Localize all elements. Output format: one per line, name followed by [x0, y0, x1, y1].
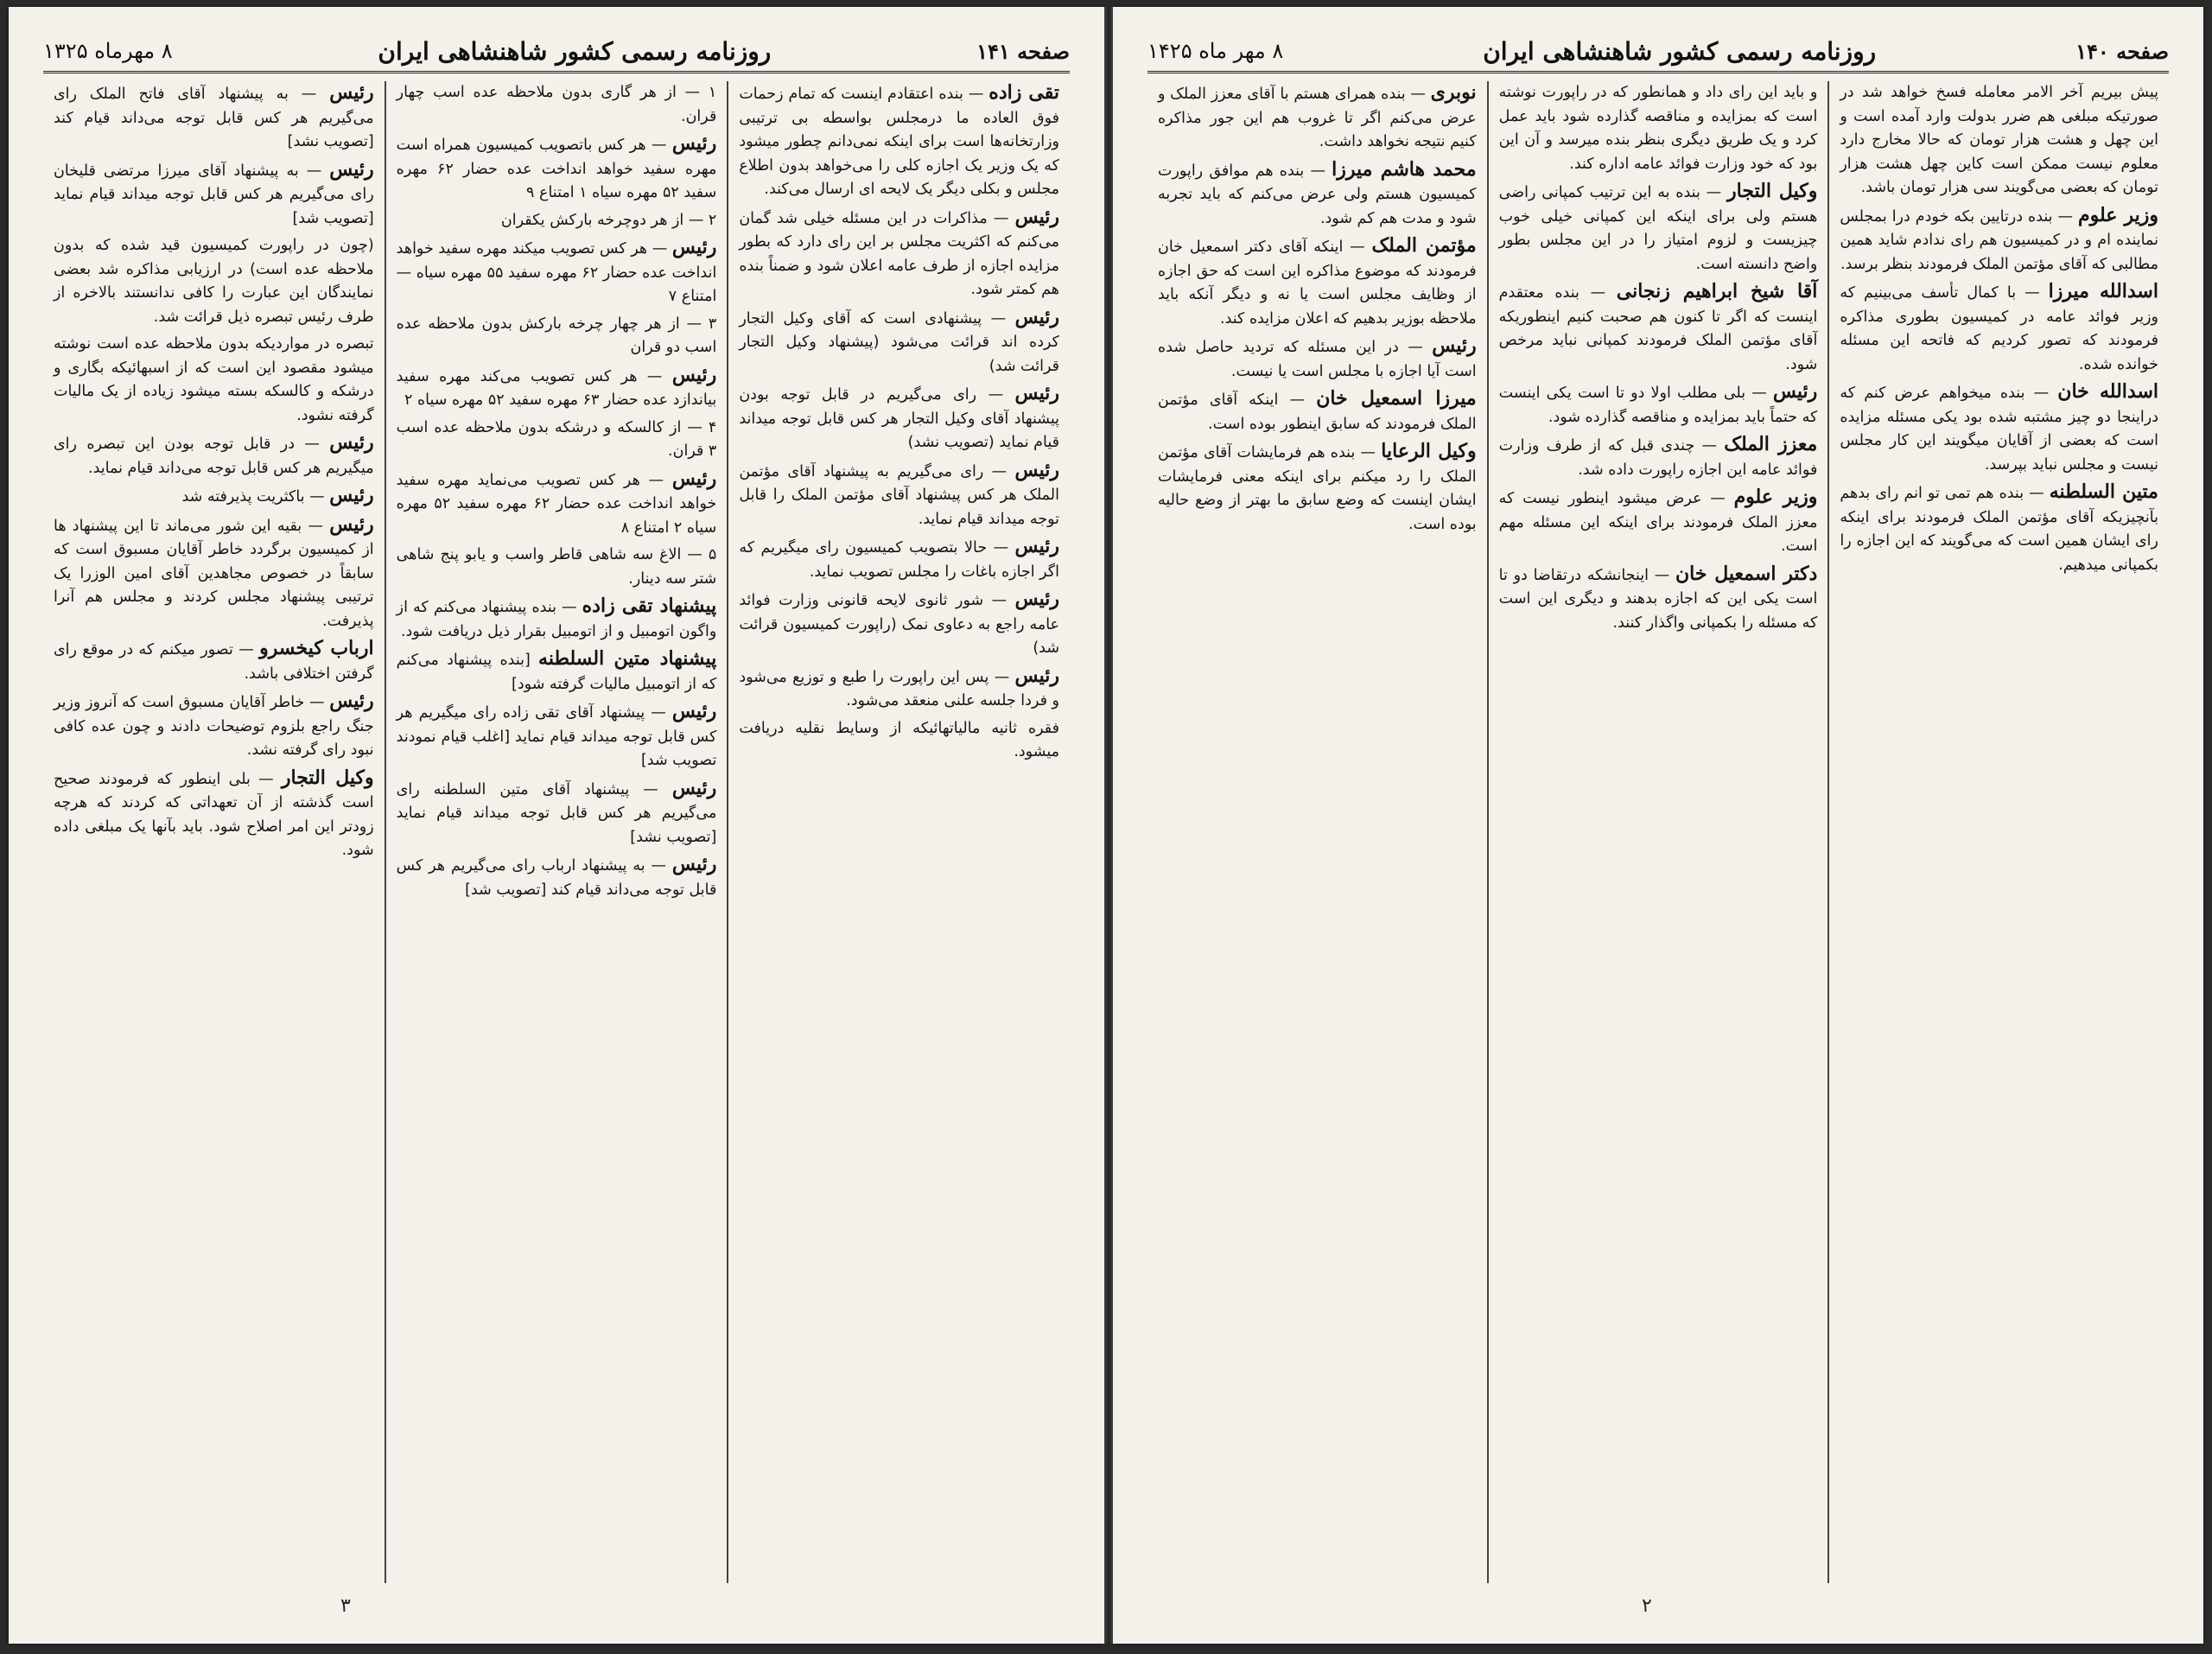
speaker-name: رئیس — [329, 484, 374, 506]
speech-text: — با کمال تأسف می‌بینیم که وزیر فوائد عامه در کمیسیون بطوری مذاکره فرمودند که تصور کردیم که فاتحه این مسئله خوانده شده. — [1840, 284, 2158, 373]
speaker-name: رئیس — [329, 81, 374, 104]
speaker-name: رئیس — [1014, 205, 1059, 228]
right-page-footer — [1113, 1595, 2203, 1621]
speech-paragraph — [1158, 81, 1477, 155]
speaker-name: رئیس — [671, 236, 717, 258]
speech-text: — بنده اعتقادم اینست که تمام زحمات فوق العاده ما درمجلس بواسطه بی ترتیبی وزارتخانه‌ها است برای اینکه نمی‌دانم چطور میشود که یک وزیر یک اجازه کلی را می‌خواهد بدون اطلاع مجلس و بکلی دیگر یک لایحه ای ارسال می‌کند. — [739, 86, 1059, 198]
left-page-header — [43, 31, 1070, 73]
speech-paragraph — [54, 431, 374, 480]
left-page-column-1 — [727, 81, 1070, 1583]
speech-text: — هر کس تصویب میکند مهره سفید خواهد انداخت عده حضار ۶۲ مهره سفید ۵۵ مهره سیاه — امتناع ۷ — [396, 240, 717, 305]
speech-paragraph — [739, 206, 1059, 302]
speaker-name: رئیس — [329, 431, 374, 454]
speech-paragraph — [54, 767, 374, 863]
speech-paragraph — [1158, 387, 1477, 436]
right-issue-date: ۸ مهر ماه ۱۴۲۵ — [1147, 39, 1284, 63]
right-page — [1113, 7, 2203, 1644]
speaker-name: رئیس — [1432, 334, 1477, 357]
speech-text: و باید این رای داد و همانطور که در راپورت نوشته است که بمزایده و مناقصه گذارده شود باید عمل کرد و یک طریق دیگری بنظر بنده میرسد و آن این بود که خود وزارت فوائد عامه اداره کند. — [1498, 84, 1818, 173]
speaker-name: وزیر علوم — [1733, 486, 1818, 508]
speech-paragraph — [397, 313, 717, 360]
speech-text: — رای می‌گیریم به پیشنهاد آقای مؤتمن الملک هر کس پیشنهاد آقای مؤتمن الملک را قابل توجه میداند قیام نماید. — [739, 462, 1059, 528]
speech-paragraph — [739, 588, 1059, 661]
speech-text: — اینکه آقای مؤتمن الملک فرمودند که سابق اینطور بوده است. — [1157, 391, 1477, 433]
speech-text: — بقیه این شور می‌ماند تا این پیشنهاد ها از کمیسیون برگردد خاطر آقایان مسبوق است که سابقاً در خصوص مجاهدین آقای امین الوزرا یک ترتیبی پیشنهاد مجلس کردند و مجلس هم آنرا پذیرفت. — [53, 517, 374, 630]
speaker-name: رئیس — [671, 363, 717, 386]
speech-paragraph — [1840, 204, 2158, 277]
speech-text: — هر کس باتصویب کمیسیون همراه است مهره سفید خواهد انداخت عده حضار ۶۲ مهره سفید ۵۲ مهره سیاه ۱ امتناع ۹ — [396, 137, 717, 201]
speech-paragraph — [1499, 380, 1818, 429]
speaker-name: رئیس — [671, 700, 717, 722]
speech-text: ۱ — از هر گاری بدون ملاحظه عده اسب چهار قران. — [396, 84, 717, 125]
speech-paragraph — [1499, 180, 1818, 277]
speech-paragraph — [1840, 480, 2158, 577]
left-page-footer — [9, 1595, 1104, 1621]
speech-text: — شور ثانوی لایحه قانونی وزارت فوائد عامه راجع به دعاوی نمک (راپورت کمیسیون قرائت شد) — [739, 592, 1059, 657]
speech-paragraph — [54, 234, 374, 329]
speech-paragraph — [1499, 563, 1818, 636]
speech-paragraph — [739, 382, 1059, 455]
speaker-name: مؤتمن الملک — [1371, 234, 1477, 257]
speaker-name: آقا شیخ ابراهیم زنجانی — [1616, 280, 1818, 302]
speech-text: — مذاکرات در این مسئله خیلی شد گمان می‌کنم که اکثریت مجلس بر این رای دارد که بطور مزایده اجازه از طرف عامه اعلان شود و ضمناً بنده هم کمتر شود. — [739, 209, 1059, 298]
speech-text: فقره ثانیه مالیاتهائیکه از وسایط نقلیه دریافت میشود. — [739, 719, 1059, 760]
speech-paragraph — [1158, 440, 1477, 537]
speech-paragraph — [397, 209, 717, 233]
speech-paragraph — [54, 513, 374, 634]
speech-text: — هر کس تصویب می‌نماید مهره سفید خواهد انداخت عده حضار ۶۲ مهره سفید ۵۲ مهره سیاه ۲ امتناع ۸ — [396, 471, 717, 537]
speech-paragraph — [1499, 486, 1818, 559]
speech-paragraph — [739, 717, 1059, 765]
speech-text: — عرض میشود اینطور نیست که معزز الملک فرمودند برای اینکه این مسئله مهم است. — [1498, 490, 1818, 555]
left-page-column-2 — [385, 81, 728, 1583]
speaker-name: وکیل الرعایا — [1381, 440, 1477, 462]
speech-text: — حالا بتصویب کمیسیون رای میگیریم که اگر اجازه باغات را مجلس تصویب نماید. — [739, 539, 1059, 581]
speech-text: — بنده میخواهم عرض کنم که دراینجا دو چیز مشتبه شده بود یکی مسئله مزایده است که بعضی از آقایان میگویند این کار مجلس نیست و مجلس نباید بپرسد. — [1840, 385, 2158, 474]
left-newspaper-title: روزنامه رسمی کشور شاهنشاهی ایران — [378, 36, 772, 66]
speech-paragraph — [739, 306, 1059, 379]
speech-text: — چندی قبل که از طرف وزارت فوائد عامه این اجازه راپورت داده شد. — [1498, 437, 1818, 479]
speech-text: — رای می‌گیریم در قابل توجه بودن پیشنهاد آقای وکیل التجار هر کس قابل توجه میداند قیام نماید (تصویب نشد) — [739, 386, 1059, 451]
speech-paragraph — [739, 459, 1059, 532]
speech-paragraph — [739, 81, 1059, 202]
speaker-name: اسدالله خان — [2057, 380, 2158, 403]
speaker-name: رئیس — [1772, 380, 1818, 403]
speaker-name: رئیس — [1014, 588, 1059, 610]
speech-paragraph — [1840, 81, 2158, 200]
speech-text: — بنده همرای هستم با آقای معزز الملک و عرض می‌کنم اگر تا غروب هم این جور مذاکره کنیم نتیجه نخواهد داشت. — [1157, 86, 1477, 150]
speech-text: — اینجانشکه درتقاضا دو تا است یکی این که اجازه بدهند و دیگری این است که مسئله را بکمپانی واگذار کنند. — [1498, 566, 1818, 632]
speech-text: — تصور میکنم که در موقع رای گرفتن اختلافی باشد. — [53, 641, 374, 683]
speech-text: — در قابل توجه بودن این تبصره رای میگیریم هر کس قابل توجه می‌داند قیام نماید. — [53, 436, 374, 477]
speaker-name: رئیس — [329, 157, 374, 181]
left-page — [9, 7, 1104, 1644]
speech-paragraph — [1158, 234, 1477, 331]
speaker-name: رئیس — [671, 467, 717, 490]
speech-text: — پیشنهاد آقای متین السلطنه رای می‌گیریم هر کس قابل توجه میداند قیام نماید [تصویب نشد] — [396, 780, 717, 846]
speech-text: — به پیشنهاد آقای فاتح الملک رای می‌گیریم هر کس قابل توجه می‌داند قیام کند [تصویب نشد] — [53, 86, 374, 150]
right-page-column-1 — [1827, 81, 2169, 1583]
speaker-name: متین السلطنه — [2049, 480, 2158, 503]
speech-text: — هر کس تصویب می‌کند مهره سفید بیاندازد عده حضار ۶۳ مهره سفید ۵۲ مهره سیاه ۲ — [396, 367, 717, 409]
speech-text: — بلی مطلب اولا دو تا است یکی اینست که حتماً باید بمزایده و مناقصه گذارده شود. — [1498, 385, 1818, 426]
speaker-name: رئیس — [1014, 382, 1059, 404]
speaker-name: پیشنهاد متین السلطنه — [538, 647, 717, 670]
speech-paragraph — [1499, 280, 1818, 377]
speech-paragraph — [739, 535, 1059, 584]
right-page-column-2 — [1487, 81, 1828, 1583]
speaker-name: معزز الملک — [1724, 433, 1818, 455]
left-page-column-3 — [43, 81, 385, 1583]
speaker-name: نوبری — [1430, 81, 1477, 104]
speech-text: [بنده پیشنهاد می‌کنم که از اتومبیل مالیات گرفته شود] — [396, 652, 717, 693]
speech-text: — پس این راپورت را طبع و توزیع می‌شود و فردا جلسه علنی منعقد می‌شود. — [739, 668, 1059, 709]
speech-text: — بنده به این ترتیب کمپانی راضی هستم ولی برای اینکه این کمپانی خیلی خوب چیزیست و لزوم امتیاز را در این مجلس بطور واضح دانسته است. — [1498, 184, 1818, 273]
speech-paragraph — [397, 544, 717, 591]
speech-text: — پیشنهاد آقای تقی زاده رای میگیریم هر کس قابل توجه میداند قیام نماید [اغلب قیام نمودند تصویب شد] — [396, 704, 717, 769]
speech-paragraph — [397, 853, 717, 902]
speaker-name: پیشنهاد تقی زاده — [582, 595, 717, 617]
speaker-name: تقی زاده — [988, 81, 1059, 104]
speech-paragraph — [397, 236, 717, 309]
speech-text: — بنده درتایین بکه خودم درا بمجلس نماینده ام و در کمیسیون هم رای ندادم شاید همین مطالبی که آقای مؤتمن الملک فرمودند بنظر برسد. — [1840, 207, 2158, 273]
speech-text: پیش بیریم آخر الامر معامله فسخ خواهد شد در صورتیکه مبلغی هم ضرر بدولت وارد آمده است و این چهل و هشت هزار تومان که حالا مخارج دارد معلوم نیست ممکن است کاین چهل هشت هزار تومان که بعضی می‌گویند سی هزار تومان باشد. — [1840, 84, 2158, 196]
speech-paragraph — [397, 468, 717, 541]
speaker-name: رئیس — [671, 853, 717, 875]
speech-text: — بنده معتقدم اینست که اگر تا کنون هم صحبت کنیم اینطوریکه آقای مؤتمن الملک فرمودند کمپانی نباید مرخص شود. — [1498, 284, 1818, 373]
right-page-column-3 — [1147, 81, 1487, 1583]
right-columns — [1147, 81, 2169, 1583]
speaker-name: وکیل التجار — [281, 766, 374, 789]
speech-text: — خاطر آقایان مسبوق است که آنروز وزیر جنگ راجع بلزوم توضیحات دادند و چون عده کافی نبود رای گرفته نشد. — [53, 694, 374, 759]
speech-paragraph — [1499, 81, 1818, 176]
speech-text: — به پیشنهاد ارباب رای می‌گیریم هر کس قابل توجه می‌داند قیام کند [تصویب شد] — [396, 857, 717, 899]
speech-text: — بنده پیشنهاد می‌کنم که از واگون اتومبیل و از اتومبیل بقرار ذیل دریافت شود. — [396, 599, 717, 640]
speech-paragraph — [1158, 158, 1477, 232]
speech-text: — در این مسئله که تردید حاصل شده است آیا اجازه با مجلس است یا نیست. — [1157, 339, 1477, 380]
speech-paragraph — [1840, 380, 2158, 477]
right-footer-number: ۲ — [1642, 1595, 1652, 1617]
book-gutter — [1104, 7, 1113, 1644]
speech-text: — اینکه آقای دکتر اسمعیل خان فرمودند که موضوع مذاکره این است که حق اجازه از وظایف مجلس است یا نه و دیگر آنکه باید ملاحظه بوزیر بدهیم که اعلان مزایده کند. — [1157, 239, 1477, 328]
speech-text: تبصره در مواردیکه بدون ملاحظه عده است نوشته میشود مقصود این است که از اسبهائیکه بگاری و درشکه و کالسکه بسته میشود زیاده از یک مالیات گرفته نشود. — [53, 335, 374, 424]
speaker-name: رئیس — [671, 776, 717, 799]
left-issue-date: ۸ مهرماه ۱۳۲۵ — [43, 39, 173, 63]
speaker-name: رئیس — [1014, 535, 1059, 557]
speech-text: — بنده هم فرمایشات آقای مؤتمن الملک را رد میکنم برای اینکه معنی فرمایشات ایشان اینست که وضع سابق ما بهتر از وضع حالیه بوده است. — [1157, 444, 1477, 533]
speech-text: ۲ — از هر دوچرخه بارکش یکقران — [500, 211, 717, 229]
speaker-name: محمد هاشم میرزا — [1332, 157, 1477, 181]
left-page-number: صفحه ۱۴۱ — [976, 38, 1070, 64]
speaker-name: رئیس — [329, 690, 374, 712]
left-footer-number: ۳ — [340, 1595, 351, 1617]
speech-text: ۵ — الاغ سه شاهی قاطر واسب و یابو پنج شاهی شتر سه دینار. — [396, 546, 717, 588]
speech-paragraph — [54, 158, 374, 232]
speech-paragraph — [397, 132, 717, 206]
speaker-name: رئیس — [671, 132, 717, 155]
right-newspaper-title: روزنامه رسمی کشور شاهنشاهی ایران — [1483, 36, 1877, 66]
speech-paragraph — [54, 333, 374, 428]
speech-paragraph — [1158, 334, 1477, 384]
speaker-name: میرزا اسمعیل خان — [1316, 387, 1477, 410]
speaker-name: ارباب کیخسرو — [259, 637, 374, 659]
speech-paragraph — [54, 690, 374, 763]
speaker-name: رئیس — [1014, 664, 1059, 687]
speaker-name: دکتر اسمعیل خان — [1675, 562, 1818, 585]
speech-paragraph — [397, 81, 717, 129]
speech-paragraph — [397, 364, 717, 413]
speech-text: ۳ — از هر چهار چرخه بارکش بدون ملاحظه عده اسب دو قران — [396, 315, 717, 356]
speaker-name: رئیس — [1014, 458, 1059, 481]
speech-paragraph — [397, 777, 717, 850]
speaker-name: رئیس — [1014, 305, 1059, 328]
speech-paragraph — [54, 484, 374, 510]
speech-text: — باکثریت پذیرفته شد — [181, 488, 325, 506]
speech-text: (چون در راپورت کمیسیون قید شده که بدون ملاحظه عده است) در ارزیابی مذاکره شد بعضی نمایندگان این عبارت را کافی ندانستند بالاخره از طرف رئیس تبصره ذیل قرائت شد. — [53, 237, 374, 326]
speech-paragraph — [1499, 433, 1818, 482]
right-page-header — [1147, 31, 2169, 73]
speaker-name: وکیل التجار — [1727, 180, 1818, 202]
speech-paragraph — [397, 417, 717, 464]
speech-paragraph — [397, 595, 717, 644]
speech-text: — بنده هم تمی تو انم رای بدهم بآنچیزیکه آقای مؤتمن الملک فرمودند برای اینکه رای ایشان همین است که می‌گویند که این اجازه را بکمپانی میدهیم. — [1840, 485, 2158, 574]
speech-text: — بنده هم موافق راپورت کمیسیون هستم ولی عرض می‌کنم که باید تجربه شود و مدت هم کم شود. — [1157, 162, 1477, 227]
speaker-name: رئیس — [329, 512, 374, 536]
speech-paragraph — [397, 647, 717, 697]
speech-text: — به پیشنهاد آقای میرزا مرتضی قلیخان رای می‌گیریم هر کس قابل توجه میداند قیام نماید [تصویب شد] — [53, 162, 374, 227]
speech-paragraph — [54, 637, 374, 686]
speech-paragraph — [397, 700, 717, 773]
speech-paragraph — [739, 665, 1059, 714]
right-page-number: صفحه ۱۴۰ — [2075, 38, 2169, 64]
speech-text: ۴ — از کالسکه و درشکه بدون ملاحظه عده اسب ۳ قران. — [396, 418, 717, 460]
left-columns — [43, 81, 1070, 1583]
speaker-name: اسدالله میرزا — [2048, 280, 2158, 302]
speaker-name: وزیر علوم — [2078, 203, 2158, 226]
speech-text: — بلی اینطور که فرمودند صحیح است گذشته از آن تعهداتی که کردند که هرچه زودتر این امر اصلاح شود. باید بآنها یک مبلغی داده شود. — [53, 770, 374, 859]
speech-text: — پیشنهادی است که آقای وکیل التجار کرده اند قرائت می‌شود (پیشنهاد وکیل التجار قرائت شد) — [739, 309, 1059, 375]
speech-paragraph — [54, 81, 374, 155]
speech-paragraph — [1840, 280, 2158, 377]
